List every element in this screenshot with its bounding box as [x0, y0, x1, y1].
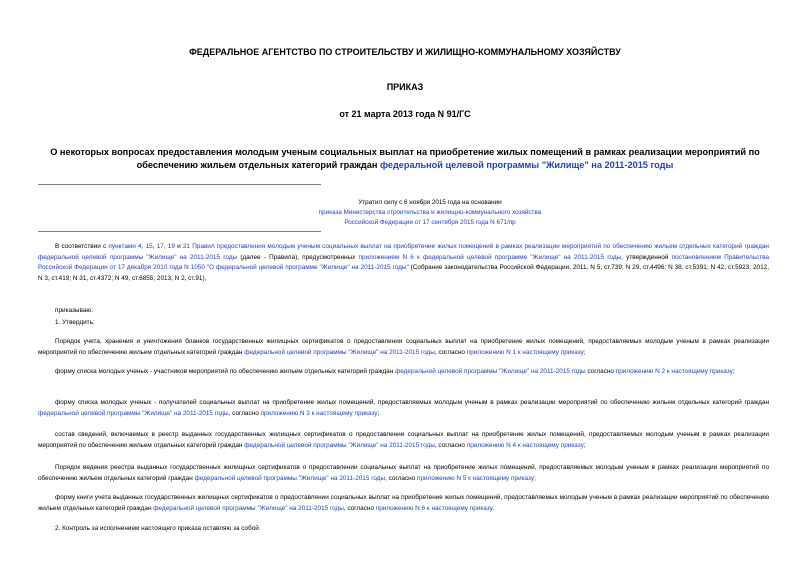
- appendix-3-link[interactable]: приложению N 3 к настоящему приказу: [260, 409, 378, 417]
- appendix-4-link[interactable]: приложению N 4 к настоящему приказу: [466, 441, 584, 449]
- item-text: согласно: [585, 368, 616, 375]
- document-type: ПРИКАЗ: [386, 82, 424, 92]
- repeal-order-link-date[interactable]: Российской Федерации от 17 сентября 2015 года N 671/пр: [344, 219, 516, 226]
- item-text: , согласно: [343, 504, 376, 512]
- preamble-text: ,: [152, 243, 157, 250]
- orders-line: приказываю:: [55, 307, 93, 314]
- item-text: , согласно: [434, 348, 467, 356]
- appendix-6-program-link[interactable]: приложением N 6 к федеральной целевой программе "Жилище" на 2011-2015 годы: [358, 253, 622, 261]
- program-link[interactable]: федеральной целевой программы "Жилище" на 2011-2015 годы: [395, 368, 586, 375]
- title-program-link[interactable]: федеральной целевой программы "Жилище" на 2011-2015 годы: [379, 159, 674, 170]
- approval-item-6: [38, 493, 769, 514]
- preamble-paragraph: [38, 242, 769, 284]
- item-text: .: [492, 504, 494, 512]
- appendix-6-link[interactable]: приложению N 6 к настоящему приказу: [375, 504, 493, 512]
- appendix-1-link[interactable]: приложению N 1 к настоящему приказу: [466, 348, 584, 356]
- program-link[interactable]: федеральной целевой программы "Жилище" на 2011-2015 годы: [38, 409, 229, 417]
- repeal-note: [260, 198, 600, 228]
- preamble-text: ,: [141, 243, 146, 250]
- top-divider: [38, 184, 321, 185]
- document-title: [40, 146, 770, 171]
- approval-item-2: [38, 367, 769, 378]
- item-text: , согласно: [228, 409, 261, 417]
- item-text: , согласно: [385, 474, 418, 482]
- repeal-note-line1: Утратил силу с 6 ноября 2015 года на основании: [358, 199, 502, 206]
- preamble-text: (далее - Правила), предусмотренных: [237, 253, 359, 261]
- document-date-number: от 21 марта 2013 года N 91/ГС: [339, 109, 471, 119]
- clause-4-link[interactable]: пунктами 4: [108, 243, 142, 250]
- item-text: форму списка молодых ученых - участников мероприятий по обеспечению жильем отдельных категорий граждан: [55, 368, 396, 375]
- approval-item-5: [38, 463, 769, 484]
- clause-17-link[interactable]: 17: [156, 243, 164, 250]
- item-text: ;: [377, 409, 380, 417]
- preamble-text: В соответствии с: [55, 243, 109, 250]
- preamble-text: (Собрание законодательства Российской Федерации, 2011, N 5, ст.739; N 29, ст.4496; N 38, ст.5391; N 42, ст.5923; 2012, N 3, ст.419; N 31, ст.4372; N 49, ст.6855; 2013, N 2, ст.91),: [38, 264, 769, 282]
- item-text: состав сведений, включаемых в реестр выданных государственных жилищных сертификатов о предоставлении социальных выплат на приобретение жилых помещений, предоставляемых молодым ученым в рамках реализации мероприятий по обеспечению жильем отдельных категорий граждан: [38, 431, 769, 449]
- item-text: ;: [534, 474, 536, 482]
- government-resolution-link[interactable]: постановлением Правительства Российской Федерации от 17 декабря 2010 года N 1050 "О федеральной целевой программе "Жилище" на 2011-2015 годы": [38, 253, 770, 271]
- item-text: ;: [583, 348, 586, 356]
- preamble-text: ,: [163, 243, 168, 250]
- item-text: Порядок ведения реестра выданных государственных жилищных сертификатов о предоставлении социальных выплат на приобретение жилых помещений, предоставляемых молодым ученым в рамках реализации мероприятий по обеспечению жильем отдельных категорий граждан: [38, 464, 769, 482]
- appendix-5-link[interactable]: приложению N 5 к настоящему приказу: [417, 474, 535, 482]
- clause-21-link[interactable]: 21: [182, 243, 190, 250]
- agency-heading: ФЕДЕРАЛЬНОЕ АГЕНТСТВО ПО СТРОИТЕЛЬСТВУ И ЖИЛИЩНО-КОММУНАЛЬНОМУ ХОЗЯЙСТВУ: [189, 47, 621, 57]
- item-text: форму книги учета выданных государственных жилищных сертификатов о предоставлении социальных выплат на приобретение жилых помещений, предоставляемых молодым ученым в рамках реализации мероприятий по обеспечению жильем отдельных категорий граждан: [38, 494, 769, 512]
- program-link[interactable]: федеральной целевой программы "Жилище" на 2011-2015 годы: [153, 504, 344, 512]
- bottom-divider: [38, 231, 321, 232]
- approval-item-3: [38, 398, 769, 419]
- item-text: форму списка молодых ученых - получателей социальных выплат на приобретение жилых помещений, предоставляемых молодым ученым в рамках реализации мероприятий по обеспечению жильем отдельных категорий граждан: [55, 399, 769, 406]
- clause-19-link[interactable]: 19: [167, 243, 175, 250]
- approval-item-4: [38, 430, 769, 451]
- appendix-2-link[interactable]: приложению N 2 к настоящему приказу: [615, 368, 733, 375]
- item-1-heading: 1. Утвердить:: [55, 319, 95, 326]
- item-text: Порядок учета, хранения и уничтожения бланков государственных жилищных сертификатов о предоставлении социальных выплат на приобретение жилых помещений, предоставляемых молодым ученым в рамках реализации мероприятий по обеспечению жильем отдельных категорий граждан: [38, 338, 769, 356]
- item-2-control: 2. Контроль за исполнением настоящего приказа оставляю за собой.: [55, 525, 261, 532]
- repeal-order-link[interactable]: приказа Министерства строительства и жилищно-коммунального хозяйства: [318, 209, 542, 216]
- approval-item-1: [38, 337, 769, 358]
- item-text: ;: [583, 441, 586, 449]
- item-text: ;: [732, 368, 735, 375]
- preamble-text: и: [174, 243, 183, 250]
- item-text: , согласно: [434, 441, 467, 449]
- preamble-text: , утвержденной: [621, 253, 672, 261]
- program-link[interactable]: федеральной целевой программы "Жилище" на 2011-2015 годы: [244, 441, 435, 449]
- program-link[interactable]: федеральной целевой программы "Жилище" на 2011-2015 годы: [244, 348, 435, 356]
- program-link[interactable]: федеральной целевой программы "Жилище" на 2011-2015 годы: [194, 474, 386, 482]
- title-text: О некоторых вопросах предоставления молодым ученым социальных выплат на приобретение жилых помещений в рамках реализации мероприятий по обеспечению жильем отдельных категорий граждан: [50, 147, 760, 170]
- rules-link[interactable]: Правил предоставления молодым ученым социальных выплат на приобретение жилых помещений в рамках реализации мероприятий по обеспечению жильем отдельных категорий граждан федеральной целевой программы "Жилище" на 2011-2015 годы: [38, 243, 769, 261]
- clause-15-link[interactable]: 15: [145, 243, 153, 250]
